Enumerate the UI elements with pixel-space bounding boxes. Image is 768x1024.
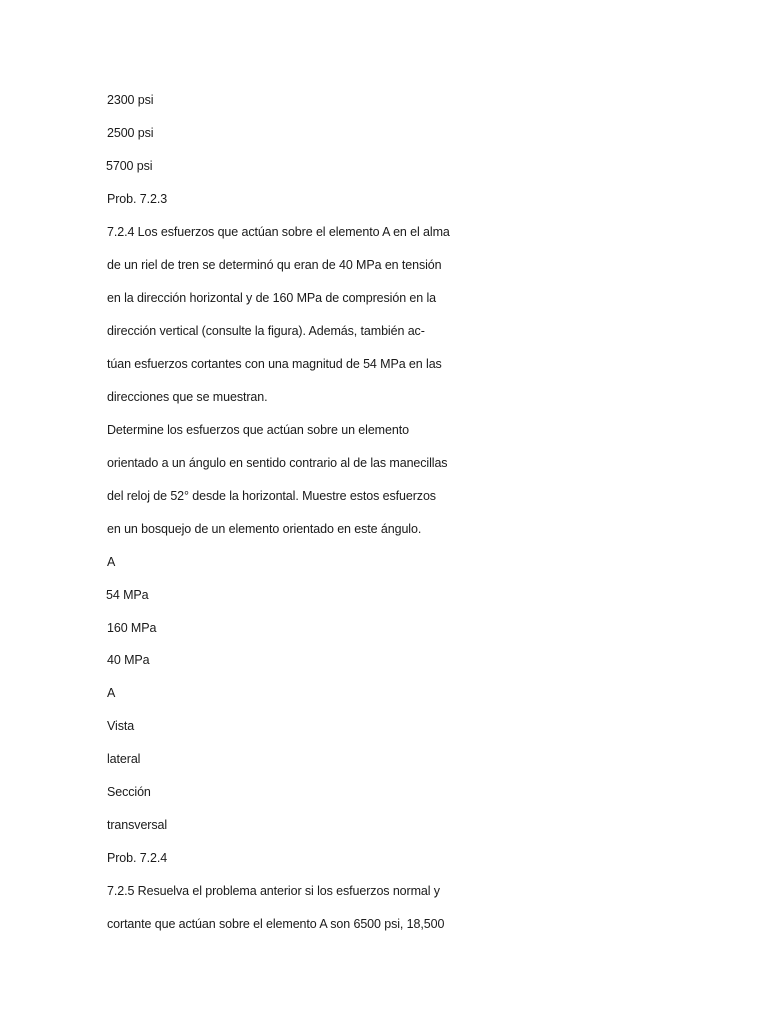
problem-7-2-4-line-10: en un bosquejo de un elemento orientado en este ángulo. <box>107 522 422 536</box>
problem-7-2-4-line-8: orientado a un ángulo en sentido contrario al de las manecillas <box>107 456 448 470</box>
answer-5700-psi: 5700 psi <box>106 159 153 173</box>
figure-label-transversal: transversal <box>107 818 168 832</box>
problem-7-2-4-line-2: de un riel de tren se determinó qu eran de 40 MPa en tensión <box>107 258 442 272</box>
problem-label-7-2-4: Prob. 7.2.4 <box>107 851 168 865</box>
figure-label-seccion: Sección <box>107 785 151 799</box>
figure-label-40-mpa: 40 MPa <box>107 653 150 667</box>
figure-label-160-mpa: 160 MPa <box>107 621 157 635</box>
problem-7-2-4-line-3: en la dirección horizontal y de 160 MPa de compresión en la <box>107 291 437 305</box>
figure-label-a: A <box>107 555 116 569</box>
problem-7-2-4-line-6: direcciones que se muestran. <box>107 390 268 404</box>
problem-7-2-4-line-1: 7.2.4 Los esfuerzos que actúan sobre el elemento A en el alma <box>107 225 450 239</box>
answer-2500-psi: 2500 psi <box>107 126 154 140</box>
figure-label-vista: Vista <box>107 719 135 733</box>
problem-label-7-2-3: Prob. 7.2.3 <box>107 192 168 206</box>
problem-7-2-4-line-9: del reloj de 52° desde la horizontal. Muestre estos esfuerzos <box>107 489 436 503</box>
figure-label-a-2: A <box>107 686 116 700</box>
figure-label-lateral: lateral <box>107 752 141 766</box>
problem-7-2-5-line-2: cortante que actúan sobre el elemento A son 6500 psi, 18,500 <box>107 917 445 931</box>
problem-7-2-4-line-7: Determine los esfuerzos que actúan sobre un elemento <box>107 423 409 437</box>
problem-7-2-5-line-1: 7.2.5 Resuelva el problema anterior si los esfuerzos normal y <box>107 884 440 898</box>
figure-label-54-mpa: 54 MPa <box>106 588 149 602</box>
problem-7-2-4-line-4: dirección vertical (consulte la figura). Además, también ac- <box>107 324 425 338</box>
problem-7-2-4-line-5: túan esfuerzos cortantes con una magnitud de 54 MPa en las <box>107 357 442 371</box>
answer-2300-psi: 2300 psi <box>107 93 154 107</box>
